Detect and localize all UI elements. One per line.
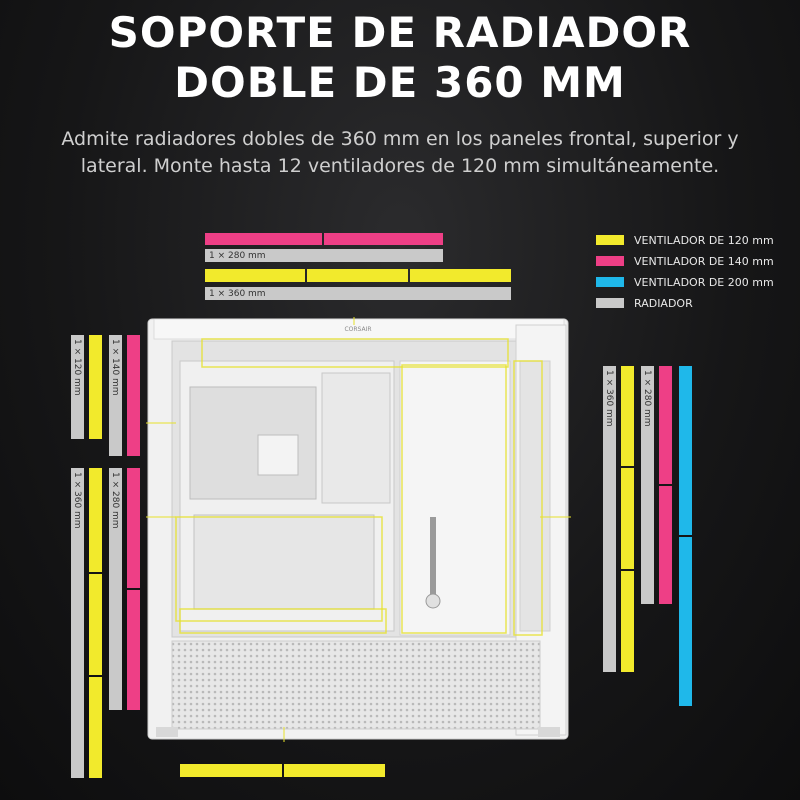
legend-swatch-yellow — [596, 235, 624, 245]
front-radiator-360 — [603, 366, 616, 672]
legend-item-radiator — [596, 293, 800, 313]
top-fan-120-3 — [410, 269, 511, 282]
front-radiator-280-label: 1 × 280 mm — [642, 370, 652, 427]
top-radiator-360: 1 × 360 mm — [205, 287, 511, 300]
pc-case-illustration — [146, 317, 571, 742]
front-fan-200-b — [679, 537, 692, 706]
side-radiator-140-label: 1 × 140 mm — [110, 339, 120, 396]
side-radiator-140 — [109, 335, 122, 456]
legend-item-200 — [596, 272, 800, 292]
side-fan-140 — [127, 335, 140, 456]
top-fan-120-1 — [205, 269, 305, 282]
front-radiator-280 — [641, 366, 654, 604]
side-fan-120-a — [89, 468, 102, 572]
front-fan-200-a — [679, 366, 692, 535]
legend-swatch-cyan — [596, 277, 624, 287]
legend-label: VENTILADOR DE 140 mm — [634, 254, 774, 268]
front-fan-120-c — [621, 571, 634, 672]
page-subtitle: Admite radiadores dobles de 360 mm en los paneles frontal, superior y lateral. Monte hasta 12 ventiladores de 120 mm simultáneamente. — [61, 128, 739, 177]
legend-label: RADIADOR — [634, 296, 693, 310]
side-radiator-120-label: 1 × 120 mm — [72, 339, 82, 396]
side-radiator-360-label: 1 × 360 mm — [72, 472, 82, 529]
side-radiator-360 — [71, 468, 84, 778]
top-fan-140-1 — [205, 233, 322, 245]
side-fan-120 — [89, 335, 102, 439]
bottom-fan-120-1 — [180, 764, 282, 777]
legend-item-140 — [596, 251, 800, 271]
side-radiator-120 — [71, 335, 84, 439]
front-fan-140-a — [659, 366, 672, 484]
bottom-fan-120-2 — [284, 764, 385, 777]
side-fan-120-b — [89, 574, 102, 675]
title-line-2: DOBLE DE 360 MM — [174, 58, 626, 107]
legend-swatch-pink — [596, 256, 624, 266]
pc-case — [146, 317, 571, 742]
front-radiator-360-label: 1 × 360 mm — [604, 370, 614, 427]
top-radiator-280: 1 × 280 mm — [205, 249, 443, 262]
legend-swatch-grey — [596, 298, 624, 308]
top-fan-140-2 — [324, 233, 443, 245]
side-fan-140-a — [127, 468, 140, 588]
legend-label: VENTILADOR DE 200 mm — [634, 275, 774, 289]
legend-label: VENTILADOR DE 120 mm — [634, 233, 774, 247]
side-radiator-280 — [109, 468, 122, 710]
legend-item-120 — [596, 230, 800, 250]
side-fan-120-c — [89, 677, 102, 778]
page-title — [0, 8, 800, 108]
top-fan-120-2 — [307, 269, 408, 282]
front-fan-140-b — [659, 486, 672, 604]
case-brand: CORSAIR — [344, 326, 372, 333]
side-fan-140-b — [127, 590, 140, 710]
legend — [596, 230, 800, 314]
title-line-1: SOPORTE DE RADIADOR — [108, 8, 692, 57]
front-fan-120-b — [621, 468, 634, 569]
side-radiator-280-label: 1 × 280 mm — [110, 472, 120, 529]
front-fan-120-a — [621, 366, 634, 466]
